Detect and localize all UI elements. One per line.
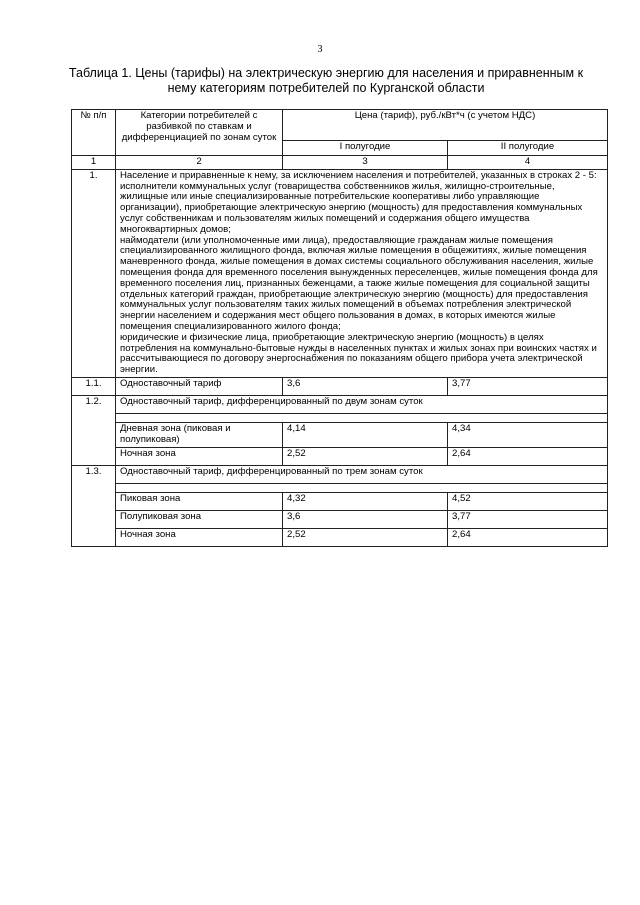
- row-1-2-gap: [116, 413, 608, 422]
- row-1-2-zone-1-label: Дневная зона (пиковая и полупиковая): [116, 422, 283, 447]
- row-1-3-zone-2: [72, 510, 608, 528]
- row-1-3-num: 1.3.: [72, 465, 116, 546]
- row-1-2-num: 1.2.: [72, 395, 116, 465]
- row-1-2-zone-2-label: Ночная зона: [116, 447, 283, 465]
- row-1-1-label: Одноставочный тариф: [116, 377, 283, 395]
- row-1-3-zone-1-h1: 4,32: [283, 492, 448, 510]
- header-num: № п/п: [72, 110, 116, 156]
- col-number-1: 1: [72, 156, 116, 170]
- section-1-num: 1.: [72, 169, 116, 377]
- row-1-2-zone-2-h2: 2,64: [448, 447, 608, 465]
- row-1-2-zone-1-h1: 4,14: [283, 422, 448, 447]
- row-1-3-zone-3-h2: 2,64: [448, 528, 608, 546]
- row-1-3: [72, 465, 608, 483]
- tariff-table: [71, 109, 608, 547]
- section-1-description: [116, 169, 608, 377]
- section-1-line-1: Население и приравненные к нему, за исключением населения и потребителей, указанных в строках 2 - 5:: [120, 169, 597, 181]
- table-caption: Таблица 1. Цены (тарифы) на электрическую энергию для населения и приравненным к нему категориям потребителей по Курганской области: [68, 66, 584, 95]
- header-price: Цена (тариф), руб./кВт*ч (с учетом НДС): [283, 110, 608, 141]
- row-1-3-label: Одноставочный тариф, дифференцированный по трем зонам суток: [116, 465, 608, 483]
- col-number-2: 2: [116, 156, 283, 170]
- row-1-3-zone-2-h2: 3,77: [448, 510, 608, 528]
- header-half2: II полугодие: [448, 141, 608, 156]
- row-1-1-h2: 3,77: [448, 377, 608, 395]
- row-1-2-zone-2-h1: 2,52: [283, 447, 448, 465]
- row-1-3-zone-3: [72, 528, 608, 546]
- column-number-row: [72, 156, 608, 170]
- row-1-3-zone-2-label: Полупиковая зона: [116, 510, 283, 528]
- header-category: Категории потребителей с разбивкой по ставкам и дифференциацией по зонам суток: [116, 110, 283, 156]
- row-1-2-zone-1: [72, 422, 608, 447]
- row-1-2-zone-2: [72, 447, 608, 465]
- section-1-line-4: юридические и физические лица, приобретающие электрическую энергию (мощность) в целях потребления на коммунально-бытовые нужды в населенных пунктах и жилых зонах при воинских частях и рассчитывающиеся по договору энергоснабжения по показаниям общего прибора учета электрической энергии.: [120, 331, 597, 376]
- header-row: [72, 110, 608, 141]
- row-1-2: [72, 395, 608, 413]
- section-1-line-3: наймодатели (или уполномоченные ими лица), предоставляющие гражданам жилые помещения специализированного жилищного фонда, включая жилые помещения в общежитиях, жилые помещения маневренного фонда, жилые помещения в домах системы социального обслуживания населения, жилые помещения фонда для временного поселения вынужденных переселенцев, жилые помещения фонда для временного поселения лиц, признанных беженцами, а также жилые помещения для социальной защиты отдельных категорий граждан, приобретающие электрическую энергию (мощность) для предоставления коммунальных услуг пользователям таких жилых помещений в объемах потребления электрической энергии населением и содержания мест общего пользования в домах, в которых имеются жилые помещения специализированного жилого фонда;: [120, 234, 598, 332]
- row-1-2-label: Одноставочный тариф, дифференцированный по двум зонам суток: [116, 395, 608, 413]
- row-1-3-zone-3-label: Ночная зона: [116, 528, 283, 546]
- row-1-3-zone-2-h1: 3,6: [283, 510, 448, 528]
- page-number: 3: [317, 44, 323, 55]
- section-1-row: [72, 169, 608, 377]
- row-1-2-zone-1-h2: 4,34: [448, 422, 608, 447]
- row-1-3-zone-1-h2: 4,52: [448, 492, 608, 510]
- row-1-2-spacer: [72, 413, 608, 422]
- row-1-1-h1: 3,6: [283, 377, 448, 395]
- section-1-line-2: исполнители коммунальных услуг (товарищества собственников жилья, жилищно-строительные, жилищные или иные специализированные потребительские кооперативы либо управляющие организации), приобретающие электрическую энергию (мощность) для предоставления коммунальных услуг собственникам и пользователям жилых помещений и содержания общего имущества многоквартирных домов;: [120, 180, 583, 235]
- col-number-3: 3: [283, 156, 448, 170]
- row-1-3-zone-1-label: Пиковая зона: [116, 492, 283, 510]
- row-1-1-num: 1.1.: [72, 377, 116, 395]
- row-1-3-zone-1: [72, 492, 608, 510]
- col-number-4: 4: [448, 156, 608, 170]
- header-half1: I полугодие: [283, 141, 448, 156]
- row-1-3-spacer: [72, 483, 608, 492]
- row-1-3-zone-3-h1: 2,52: [283, 528, 448, 546]
- row-1-1: [72, 377, 608, 395]
- row-1-3-gap: [116, 483, 608, 492]
